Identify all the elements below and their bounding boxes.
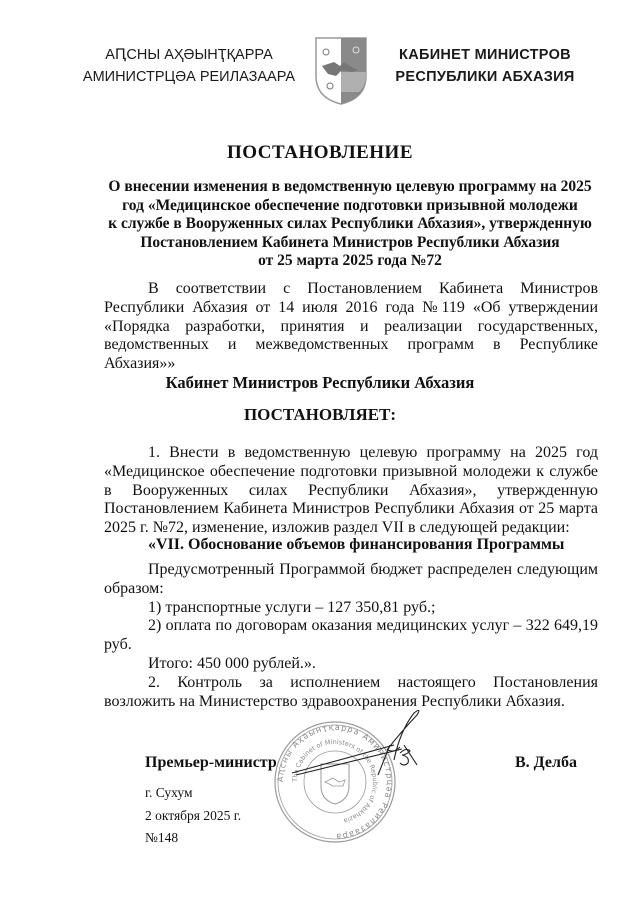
handwritten-signature-icon [282, 705, 422, 795]
budget-block [104, 561, 598, 711]
document-title: ПОСТАНОВЛЕНИЕ [226, 142, 414, 163]
resolves-heading: ПОСТАНОВЛЯЕТ: [243, 405, 397, 424]
signatory-name: В. Делба [515, 754, 577, 771]
issuer-heading: Кабинет Министров Республики Абхазия [165, 373, 475, 392]
subtitle-line: год «Медицинское обеспечение подготовки призывной молодежи [122, 196, 578, 214]
subtitle-line: О внесении изменения в ведомственную целевую программу на 2025 [108, 178, 592, 195]
section-vii-title: «VII. Обоснование объемов финансирования Программы [148, 536, 565, 553]
document-number: №148 [145, 830, 179, 845]
date: 2 октября 2025 г. [145, 808, 242, 823]
subtitle-line: к службе в Вооруженных силах Республики Абхазия», утвержденную [108, 215, 592, 232]
budget-item: 1) транспортные услуги – 127 350,81 руб.; [148, 598, 436, 616]
header-right-line2: РЕСПУБЛИКИ АБХАЗИЯ [395, 69, 575, 85]
item-1-paragraph: 1. Внести в ведомственную целевую программу на 2025 год «Медицинское обеспечение подготовки призывной молодежи к службе в Вооруженных силах Республики Абхазия», утвержденную Постановлением Кабинета Министров Республики Абхазия от 25 марта 2025 г. №72, изменение, изложив раздел VII в следующей редакции: [104, 444, 598, 537]
budget-total: Итого: 450 000 рублей.». [148, 654, 316, 672]
seal-inner-text: The Cabinet of Ministers of the Republic of Abkhazia [290, 737, 380, 825]
header-left-line2: АМИНИСТРЦӘА РЕИЛАЗААРА [82, 69, 296, 85]
document-subtitle [100, 178, 600, 271]
header-russian [385, 44, 585, 88]
item-2-paragraph: 2. Контроль за исполнением настоящего Постановления возложить на Министерство здравоохранения Республики Абхазия. [104, 673, 598, 710]
header-abkhaz [78, 44, 300, 88]
budget-intro: Предусмотренный Программой бюджет распределен следующим образом: [104, 561, 598, 597]
preamble-paragraph: В соответствии с Постановлением Кабинета Министров Республики Абхазия от 14 июля 2016 года №119 «Об утверждении «Порядка разработки, принятия и реализации государственных, ведомственных и межведомственных программ в Республике Абхазия»» [104, 280, 598, 373]
signatory-position: Премьер-министр [145, 754, 277, 771]
subtitle-line: от 25 марта 2025 года №72 [258, 252, 442, 269]
header-right-line1: КАБИНЕТ МИНИСТРОВ [399, 47, 571, 63]
seal-outer-text: Аԥсны Аҳәынҭқарра Аминистрцәа Реилазаара [275, 722, 395, 842]
header-left-line1: АԤСНЫ АҲӘЫНҬҚАРРА [105, 47, 273, 63]
city: г. Сухум [145, 785, 193, 800]
coat-of-arms-icon [314, 36, 368, 106]
budget-item: 2) оплата по договорам оказания медицинских услуг – 322 649,19 руб. [104, 617, 598, 654]
subtitle-line: Постановлением Кабинета Министров Республики Абхазия [140, 233, 560, 251]
